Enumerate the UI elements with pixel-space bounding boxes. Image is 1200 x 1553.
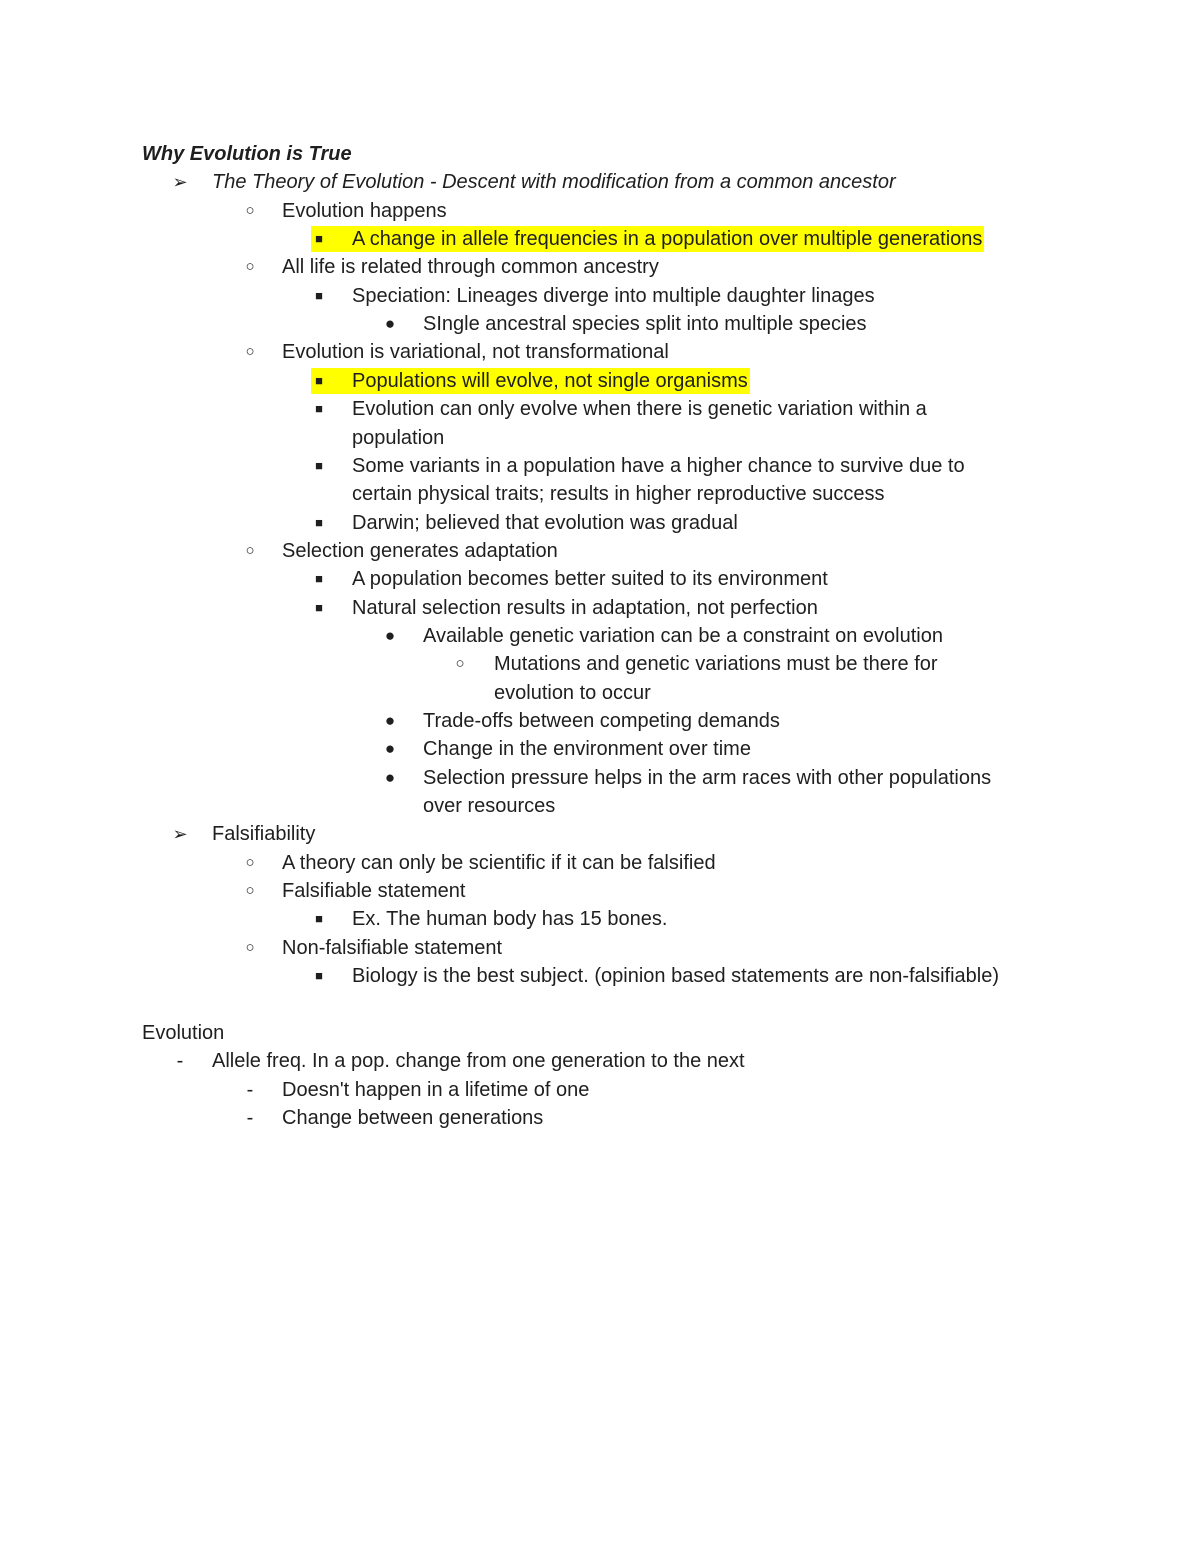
outline-item-level-4: Selection pressure helps in the arm races with other populations	[423, 767, 992, 789]
outline-item-level-3: Populations will evolve, not single organisms	[352, 370, 748, 392]
outline-item-level-2: Falsifiable statement	[282, 880, 466, 902]
hollow-circle-bullet-icon: ○	[245, 202, 255, 219]
hollow-circle-bullet-icon: ○	[245, 882, 255, 899]
outline-item-level-2: A theory can only be scientific if it can be falsified	[282, 852, 716, 874]
square-bullet-icon: ■	[315, 458, 323, 473]
filled-circle-bullet-icon: ●	[384, 314, 396, 333]
hollow-circle-bullet-icon: ○	[245, 258, 255, 275]
outline-item-level-3: Some variants in a population have a higher chance to survive due to	[352, 455, 965, 477]
square-bullet-icon: ■	[315, 600, 323, 615]
outline-item-level-4: SIngle ancestral species split into multiple species	[423, 313, 867, 335]
outline-item-level-3: Ex. The human body has 15 bones.	[352, 908, 668, 930]
outline-item-level-3: Natural selection results in adaptation, not perfection	[352, 597, 818, 619]
hollow-circle-bullet-icon: ○	[455, 655, 465, 672]
outline-item-level-4: Change in the environment over time	[423, 738, 751, 760]
outline-item-continuation: over resources	[423, 795, 556, 817]
outline-item-level-3: Evolution can only evolve when there is genetic variation within a	[352, 398, 927, 420]
hollow-circle-bullet-icon: ○	[245, 343, 255, 360]
square-bullet-icon: ■	[315, 288, 323, 303]
arrow-bullet-icon: ➢	[172, 824, 188, 844]
square-bullet-icon: ■	[315, 401, 323, 416]
outline-item-level-2: Evolution happens	[282, 200, 447, 222]
filled-circle-bullet-icon: ●	[384, 739, 396, 758]
page-title: Why Evolution is True	[142, 143, 352, 165]
dash-bullet-icon: -	[246, 1079, 254, 1101]
square-bullet-icon: ■	[315, 968, 323, 983]
section-item-level-2: Doesn't happen in a lifetime of one	[282, 1079, 590, 1101]
outline-item-level-2: All life is related through common ancestry	[282, 256, 659, 278]
outline-item-level-2: Evolution is variational, not transformational	[282, 341, 669, 363]
hollow-circle-bullet-icon: ○	[245, 939, 255, 956]
outline-item-continuation: population	[352, 427, 445, 449]
hollow-circle-bullet-icon: ○	[245, 542, 255, 559]
square-bullet-icon: ■	[315, 571, 323, 586]
dash-bullet-icon: -	[176, 1050, 184, 1072]
outline-item-level-3: Speciation: Lineages diverge into multiple daughter linages	[352, 285, 875, 307]
outline-item-level-1: The Theory of Evolution - Descent with modification from a common ancestor	[212, 171, 896, 193]
outline-item-level-3: A change in allele frequencies in a population over multiple generations	[352, 228, 983, 250]
square-bullet-icon: ■	[315, 911, 323, 926]
section-heading: Evolution	[142, 1022, 225, 1044]
dash-bullet-icon: -	[246, 1107, 254, 1129]
outline-item-level-4: Trade-offs between competing demands	[423, 710, 780, 732]
square-bullet-icon: ■	[315, 231, 323, 246]
outline-item-continuation: evolution to occur	[494, 682, 651, 704]
square-bullet-icon: ■	[315, 373, 323, 388]
outline-item-level-3: A population becomes better suited to its environment	[352, 568, 828, 590]
outline-item-level-3: Darwin; believed that evolution was gradual	[352, 512, 738, 534]
arrow-bullet-icon: ➢	[172, 172, 188, 192]
outline-item-level-2: Non-falsifiable statement	[282, 937, 503, 959]
section-item-level-1: Allele freq. In a pop. change from one generation to the next	[212, 1050, 745, 1072]
outline-item-level-1: Falsifiability	[212, 823, 316, 845]
filled-circle-bullet-icon: ●	[384, 768, 396, 787]
outline-item-level-5: Mutations and genetic variations must be there for	[494, 653, 938, 675]
outline-item-continuation: certain physical traits; results in higher reproductive success	[352, 483, 885, 505]
filled-circle-bullet-icon: ●	[384, 711, 396, 730]
outline-item-level-2: Selection generates adaptation	[282, 540, 558, 562]
hollow-circle-bullet-icon: ○	[245, 854, 255, 871]
square-bullet-icon: ■	[315, 515, 323, 530]
section-item-level-2: Change between generations	[282, 1107, 544, 1129]
filled-circle-bullet-icon: ●	[384, 626, 396, 645]
outline-item-level-3: Biology is the best subject. (opinion based statements are non-falsifiable)	[352, 965, 1000, 987]
outline-item-level-4: Available genetic variation can be a constraint on evolution	[423, 625, 943, 647]
